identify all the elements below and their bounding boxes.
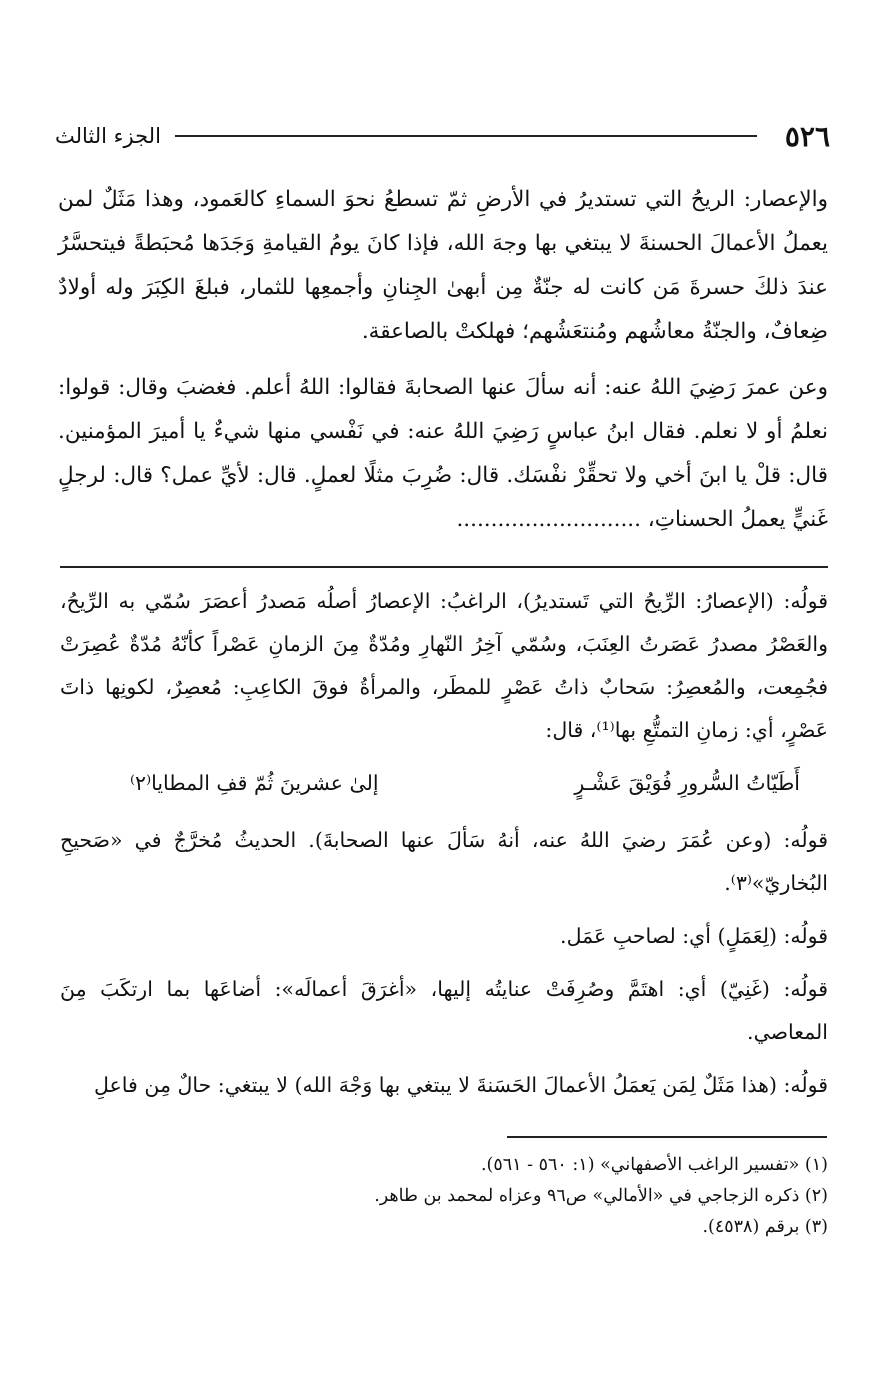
commentary-paragraph-4: قولُه: (غَنِيّ) أي: اهتَمَّ وصُرِفَتْ عنايتُه إليها، «أغرَقَ أعمالَه»: أضاعَها بما ارتكَبَ مِنَ المعاصي.: [60, 977, 828, 1044]
commentary-text: [60, 580, 828, 1117]
header-rule: [175, 135, 757, 137]
footnote-1: (١) «تفسير الراغب الأصفهاني» (١: ٥٦٠ - ٥٦١).: [480, 1155, 828, 1175]
commentary-paragraph-1: قولُه: (الإعصارُ: الرِّيحُ التي تَستديرُ)، الراغبُ: الإعصارُ أصلُه مَصدرُ أعصَرَ سُمّي به الرِّيحُ، والعَصْرُ مصدرُ عَصَرتُ العِنَبَ، وسُمّي آخِرُ النّهارِ ومُدّةٌ مِنَ الزمانِ عَصْراً كأنّهُ مُدّةٌ عُصِرَتْ فجُمِعت، والمُعصِرُ: سَحابٌ ذاتُ عَصْرٍ للمطَر، والمرأةُ فوقَ الكاعِبِ: مُعصِرٌ، لكونِها ذاتَ عَصْرٍ، أي: زمانِ التمتُّعِ بها⁽¹⁾، قال:: [60, 589, 828, 742]
footnotes: [60, 1150, 828, 1243]
commentary-paragraph-2: قولُه: (وعن عُمَرَ رضيَ اللهُ عنه، أنهُ سَألَ عنها الصحابةَ). الحديثُ مُخرَّجٌ في «صَحيحِ البُخاريّ»⁽٣⁾.: [60, 828, 828, 895]
verse-first-hemistich: أَطَيّاتُ السُّرورِ فُوَيْقَ عَشْـرٍ: [574, 771, 800, 795]
footnote-2: (٢) ذكره الزجاجي في «الأمالي» ص٩٦ وعزاه لمحمد بن طاهر.: [374, 1186, 828, 1206]
commentary-paragraph-3: قولُه: (لِعَمَلٍ) أي: لصاحبِ عَمَل.: [560, 924, 828, 948]
footnote-3: (٣) برقم (٤٥٣٨).: [702, 1217, 828, 1237]
poetry-verse: [60, 762, 828, 805]
verse-second-hemistich: إلىٰ عشرينَ ثُمّ قفِ المطايا⁽٢⁾: [130, 771, 379, 795]
footnote-rule: [507, 1136, 827, 1138]
main-paragraph-1: والإعصار: الريحُ التي تستديرُ في الأرضِ ثمّ تسطعُ نحوَ السماءِ كالعَمود، وهذا مَثَلٌ لمن يعملُ الأعمالَ الحسنةَ لا يبتغي بها وجهَ الله، فإذا كانَ يومُ القيامةِ وَجَدَها مُحبَطةً فيتحسَّرُ عندَ ذلكَ حسرةَ مَن كانت له جنّةٌ مِن أبهىٰ الجِنانِ وأجمعِها للثمار، فبلغَ الكِبَرَ وله أولادٌ ضِعافٌ، والجنّةُ معاشُهم ومُنتعَشُهم؛ فهلكتْ بالصاعقة.: [58, 187, 828, 344]
main-text: [58, 178, 828, 554]
page-header: [55, 116, 830, 156]
page-number: ٥٢٦: [784, 119, 830, 153]
commentary-separator: [60, 566, 828, 568]
main-paragraph-2: وعن عمرَ رَضِيَ اللهُ عنه: أنه سألَ عنها الصحابةَ فقالوا: اللهُ أعلم. فغضبَ وقال: قولوا: نعلمُ أو لا نعلم. فقال ابنُ عباسٍ رَضِيَ اللهُ عنه: في نَفْسي منها شيءٌ يا أميرَ المؤمنين. قال: قلْ يا ابنَ أخي ولا تحقِّرْ نفْسَك. قال: ضُرِبَ مثلًا لعملٍ. قال: لأيِّ عمل؟ قال: لرجلٍ غَنيٍّ يعملُ الحسناتِ، ...........................: [58, 375, 828, 532]
commentary-paragraph-5: قولُه: (هذا مَثَلٌ لِمَن يَعمَلُ الأعمالَ الحَسَنةَ لا يبتغي بها وَجْهَ الله) لا يبتغي: حالٌ مِن فاعلِ: [94, 1073, 828, 1097]
volume-title: الجزء الثالث: [55, 124, 161, 148]
